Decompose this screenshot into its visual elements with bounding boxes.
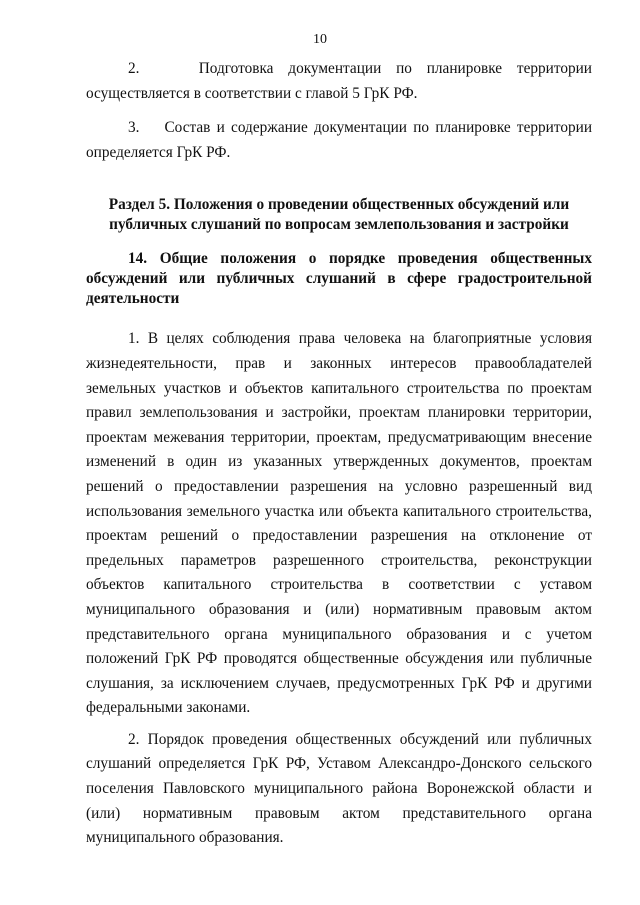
intro-item-2-text: Подготовка документации по планировке территории осуществляется в соответствии с главой 5 ГрК РФ.: [86, 60, 592, 102]
intro-item-2: [86, 57, 592, 106]
article-paragraph-2: 2. Порядок проведения общественных обсуждений или публичных слушаний определяется ГрК РФ, Уставом Александро-Донского сельского поселения Павловского муниципального района Воронежской области и (или) нормативным правовым актом представительного органа муниципального образования.: [86, 730, 592, 847]
intro-item-2-number: 2.: [128, 60, 140, 77]
article-heading: 14. Общие положения о порядке проведения общественных обсуждений или публичных слушаний в сфере градостроительной деятельности: [86, 250, 592, 308]
article-paragraph-1: 1. В целях соблюдения права человека на благоприятные условия жизнедеятельности, прав и законных интересов правообладателей земельных участков и объектов капитального строительства по проектам правил землепользования и застройки, проектам планировки территории, проектам межевания территории, проектам, предусматривающим внесение изменений в один из указанных утвержденных документов, проектам решений о предоставлении разрешения на условно разрешенный вид использования земельного участка или объекта капитального строительства, проектам решений о предоставлении разрешения на отклонение от предельных параметров разрешенного строительства, реконструкции объектов капитального строительства в соответствии с уставом муниципального образования и (или) нормативным правовым актом представительного органа муниципального образования и с учетом положений ГрК РФ проводятся общественные обсуждения или публичные слушания, за исключением случаев, предусмотренных ГрК РФ и другими федеральными законами.: [86, 330, 592, 717]
document-body: [86, 57, 592, 851]
section-heading: Раздел 5. Положения о проведении общественных обсуждений или публичных слушаний по вопросам землепользования и застройки: [108, 196, 570, 234]
intro-item-3-text: Состав и содержание документации по планировке территории определяется ГрК РФ.: [86, 119, 593, 161]
intro-item-3: [86, 116, 592, 165]
page-number: 10: [313, 32, 327, 47]
intro-item-3-number: 3.: [128, 119, 140, 137]
